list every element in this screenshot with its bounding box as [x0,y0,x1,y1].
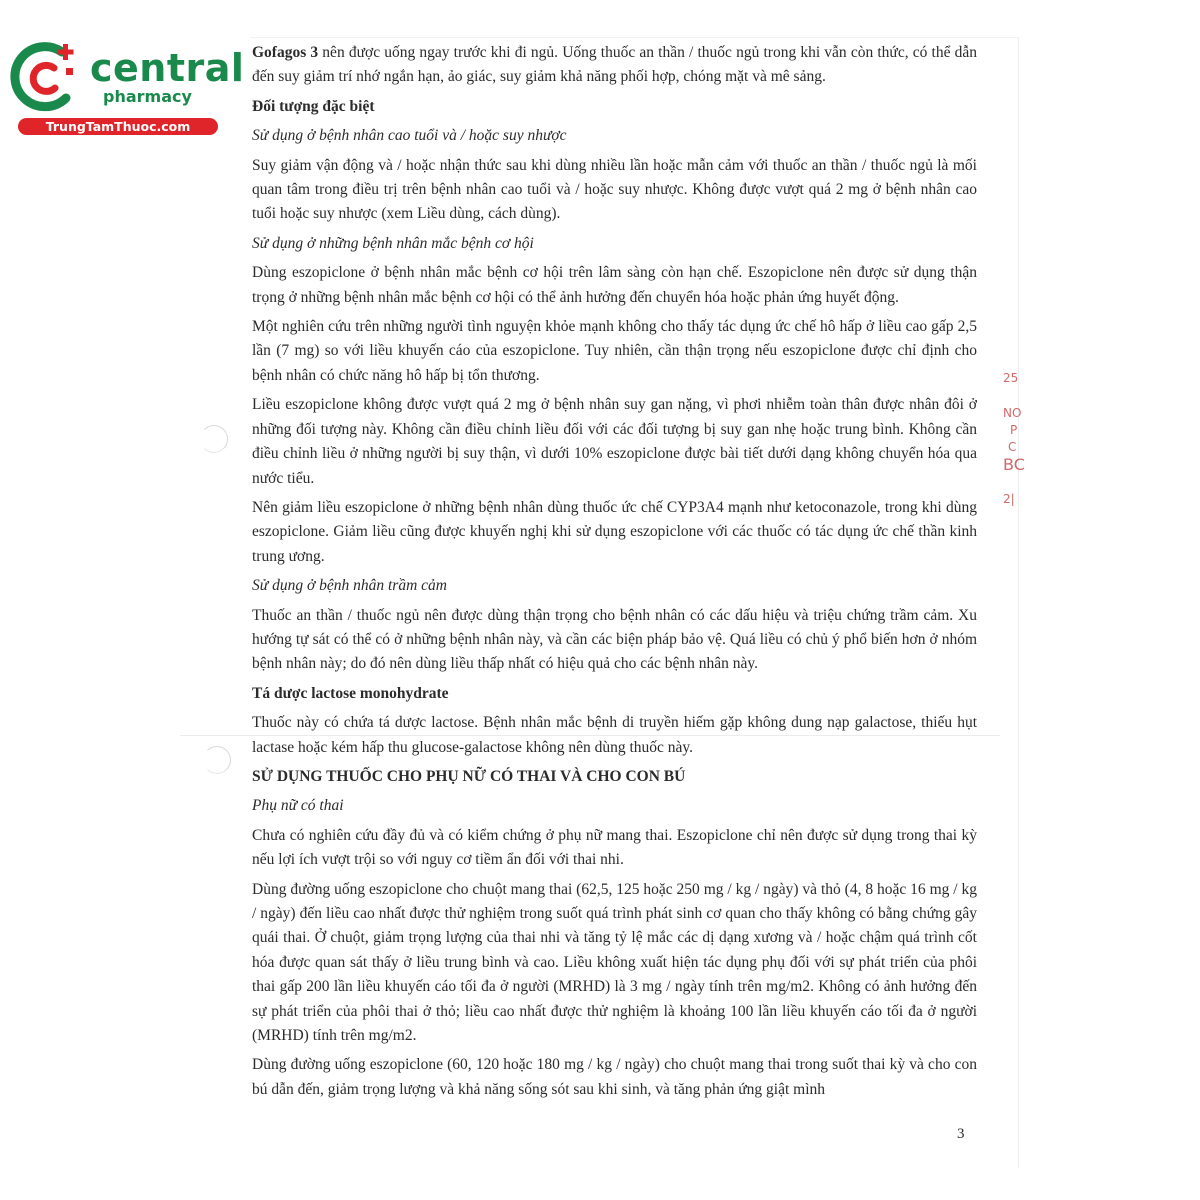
stamp-fragment: BC [1003,455,1025,474]
punch-hole [203,746,231,774]
site-badge[interactable]: TrungTamThuoc.com [18,118,218,135]
logo-mark-icon [10,38,90,116]
heading-special-populations: Đối tượng đặc biệt [252,97,375,115]
brand-name: central [90,46,245,90]
paragraph-comorbid: Dùng eszopiclone ở bệnh nhân mắc bệnh cơ hội trên lâm sàng còn hạn chế. Eszopiclone nên được sử dụng thận trọng ở những bệnh nhân mắc bệnh cơ hội có thể ảnh hưởng đến chuyển hóa hoặc phản ứng huyết động. [252,264,977,306]
brand-subtitle: pharmacy [103,87,192,106]
paragraph-hepatic: Liều eszopiclone không được vượt quá 2 mg ở bệnh nhân suy gan nặng, vì phơi nhiễm toàn thân được nhân đôi ở những đối tượng này. Không cần điều chỉnh liều đối với các đối tượng bị suy gan nhẹ hoặc trung bình. Không cần điều chỉnh liều ở những người bị suy thận, vì dưới 10% eszopiclone được bài tiết dưới dạng không chuyển hóa qua nước tiểu. [252,396,977,487]
paragraph-respiratory: Một nghiên cứu trên những người tình nguyện khỏe mạnh không cho thấy tác dụng ức chế hô hấp ở liều cao gấp 2,5 lần (7 mg) so với liều khuyến cáo của eszopiclone. Tuy nhiên, cần thận trọng nếu eszopiclone được chỉ định cho bệnh nhân có chức năng hô hấp bị tổn thương. [252,318,977,384]
page-number: 3 [957,1126,965,1142]
drug-name: Gofagos 3 [252,44,319,61]
page-edge-top [250,37,1020,38]
heading-lactose: Tá dược lactose monohydrate [252,684,449,702]
paragraph-elderly: Suy giảm vận động và / hoặc nhận thức sau khi dùng nhiều lần hoặc mẫn cảm với thuốc an thần / thuốc ngủ là mối quan tâm trong điều trị trên bệnh nhân cao tuổi và / hoặc suy nhược. Không được vượt quá 2 mg ở bệnh nhân cao tuổi hoặc suy nhược (xem Liều dùng, cách dùng). [252,156,977,223]
stamp-fragment: 2| [1003,492,1015,506]
punch-hole [200,425,228,453]
subheading-depression: Sử dụng ở bệnh nhân trầm cảm [252,577,447,595]
paragraph-pregnant: Chưa có nghiên cứu đầy đủ và có kiểm chứng ở phụ nữ mang thai. Eszopiclone chỉ nên được sử dụng trong thai kỳ nếu lợi ích vượt trội so với nguy cơ tiềm ẩn đối với thai nhi. [252,826,977,869]
section-pregnancy-lactation: SỬ DỤNG THUỐC CHO PHỤ NỮ CÓ THAI VÀ CHO CON BÚ [252,767,686,785]
stamp-fragment: 25 [1003,371,1019,385]
paragraph-animal-studies: Dùng đường uống eszopiclone cho chuột mang thai (62,5, 125 hoặc 250 mg / kg / ngày) và thỏ (4, 8 hoặc 16 mg / kg / ngày) đến liều cao nhất được thử nghiệm trong suốt quá trình phát sinh cơ quan cho thấy không có bằng chứng gây quái thai. Ở chuột, giảm trọng lượng của thai nhi và tăng tỷ lệ mắc các dị dạng xương và / hoặc chậm quá trình cốt hóa được quan sát thấy ở liều trung bình và cao. Liều không xuất hiện tác dụng phụ đối với sự phát triển của phôi thai gấp 200 lần liều khuyến cáo tối đa ở người (MRHD) là 3 mg / ngày tính trên mg/m2. Không có ảnh hưởng đến sự phát triển của phôi thai ở thỏ; liều cao nhất được thử nghiệm là khoảng 100 lần liều khuyến cáo tối đa ở người (MRHD) tính trên mg/m2. [252,880,977,1045]
subheading-comorbid: Sử dụng ở những bệnh nhân mắc bệnh cơ hội [252,234,534,252]
central-pharmacy-logo [10,38,245,136]
paragraph-perinatal: Dùng đường uống eszopiclone (60, 120 hoặc 180 mg / kg / ngày) cho chuột mang thai trong suốt thai kỳ và cho con bú dẫn đến, giảm trọng lượng và khả năng sống sót sau khi sinh, và tăng phản ứng giật mình [252,1056,977,1098]
stamp-fragment: NO [1003,406,1022,420]
stamp-fragment: P [1010,423,1018,437]
paragraph-depression: Thuốc an thần / thuốc ngủ nên được dùng thận trọng cho bệnh nhân có các dấu hiệu và triệu chứng trầm cảm. Xu hướng tự sát có thể có ở những bệnh nhân này, và cần các biện pháp bảo vệ. Quá liều có chủ ý phổ biến hơn ở nhóm bệnh nhân này; do đó nên dùng liều thấp nhất có hiệu quả cho các bệnh nhân này. [252,606,977,673]
stamp-fragment: C [1008,440,1017,454]
paragraph-bedtime [252,41,977,90]
page-edge-right [1018,38,1019,1168]
paragraph-lactose: Thuốc này có chứa tá dược lactose. Bệnh nhân mắc bệnh di truyền hiếm gặp không dung nạp galactose, thiếu hụt lactase hoặc kém hấp thu glucose-galactose không nên dùng thuốc này. [252,714,977,756]
paragraph-cyp3a4: Nên giảm liều eszopiclone ở những bệnh nhân dùng thuốc ức chế CYP3A4 mạnh như ketoconazole, trong khi dùng eszopiclone. Giảm liều cũng được khuyến nghị khi sử dụng eszopiclone với các thuốc có tác dụng ức chế thần kinh trung ương. [252,498,977,565]
subheading-pregnant: Phụ nữ có thai [252,797,344,815]
subheading-elderly: Sử dụng ở bệnh nhân cao tuổi và / hoặc suy nhược [252,127,567,145]
document-body [252,41,977,1107]
paragraph-text: nên được uống ngay trước khi đi ngủ. Uống thuốc an thần / thuốc ngủ trong khi vẫn còn thức, có thể dẫn đến suy giảm trí nhớ ngắn hạn, ảo giác, suy giảm khả năng phối hợp, chóng mặt và mê sảng. [252,44,977,86]
